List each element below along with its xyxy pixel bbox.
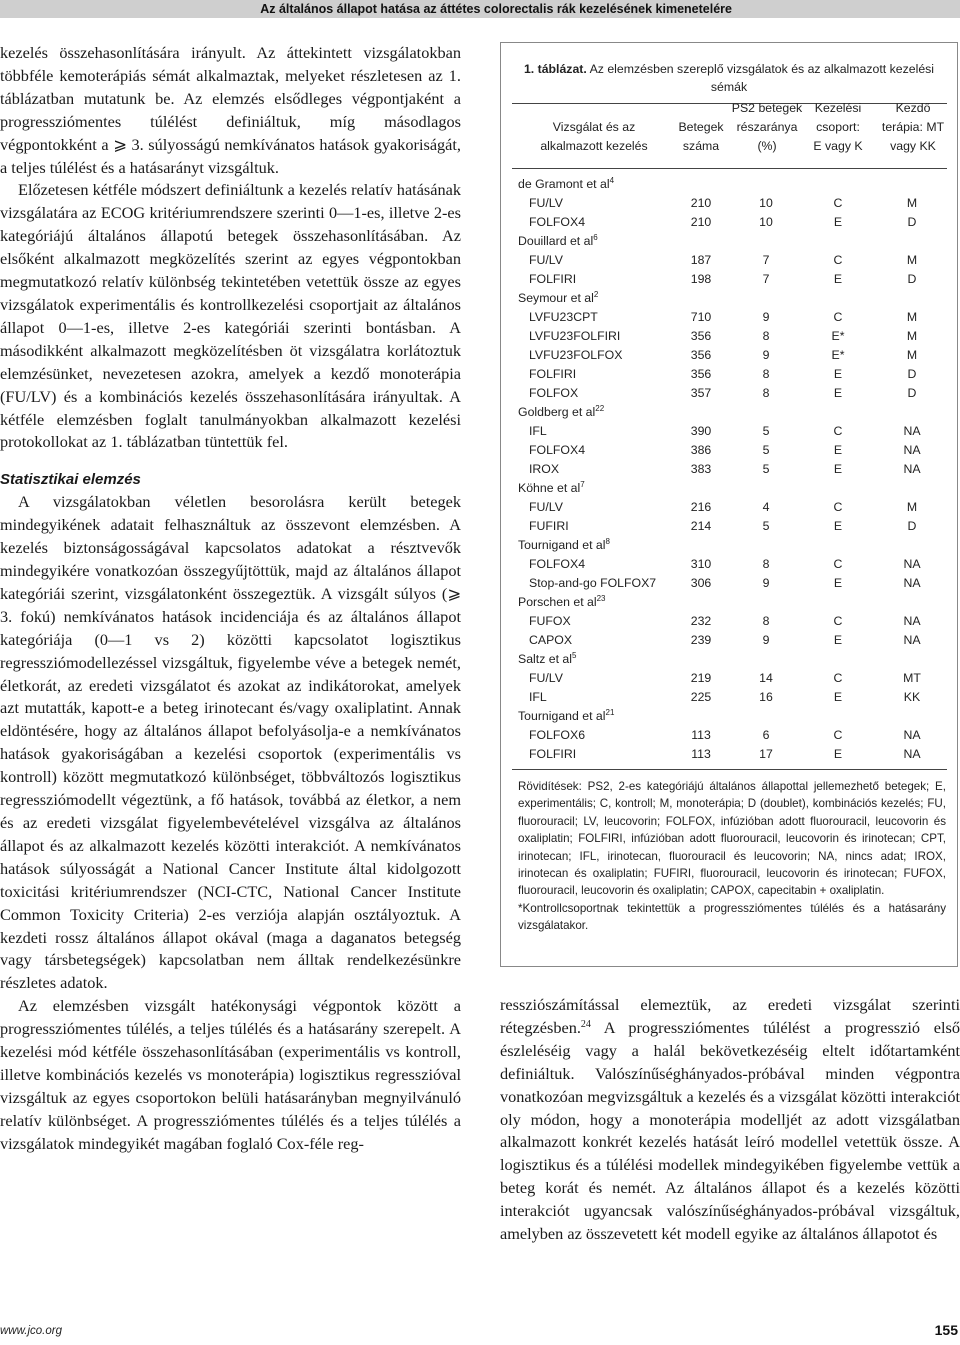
cell-patients: 113 [691, 728, 711, 742]
treatment-name: FU/LV [529, 671, 563, 685]
study-name: Köhne et al [518, 481, 581, 495]
cell-initial-therapy: M [906, 329, 918, 343]
cell-group: E* [831, 348, 845, 362]
cell-initial-therapy: M [906, 500, 918, 514]
cell-patients: 198 [690, 272, 712, 286]
study-ref: 8 [605, 537, 610, 546]
treatment-name: FOLFOX [529, 386, 579, 400]
treatment-name: Stop-and-go FOLFOX7 [529, 576, 657, 590]
study-label [518, 232, 598, 251]
cell-patients: 232 [690, 614, 712, 628]
cell-initial-therapy: NA [903, 576, 921, 590]
treatment-name: FU/LV [529, 253, 563, 267]
cell-patients: 356 [690, 367, 712, 381]
left-paragraph-4: Az elemzésben vizsgált hatékonysági végpontok között a progressziómentes túlélés, a teljes túlélés és a hatásarány szerepelt. A kezelési mód kétféle összehasonlításában (experimentális vs kontroll, illetve kombinációs kezelés vs monoterápia) logisztikus regresszióval vizsgáltuk az egyes csoportokon belüli hatásarányban megnyilvánuló relatív különbséget. A progressziómentes túlélés és a teljes túlélés a vizsgálatok mindegyikét magában foglaló Cox-féle reg- [0, 996, 461, 1153]
cell-patients: 306 [690, 576, 712, 590]
cell-ps2: 8 [762, 386, 770, 400]
table-caption-text: Az elemzésben szereplő vizsgálatok és az alkalmazott kezelési sémák [589, 62, 935, 94]
study-label [518, 479, 585, 498]
th-ps2-share: PS2 betegek részaránya (%) [731, 101, 803, 153]
treatment-name: FUFIRI [529, 519, 569, 533]
cell-group: C [833, 728, 843, 742]
table-row [501, 365, 959, 384]
th-study: Vizsgálat és az alkalmazott kezelés [540, 120, 648, 153]
table-row [501, 213, 959, 232]
study-label [518, 707, 614, 726]
cell-ps2: 10 [759, 215, 773, 229]
table-group-row [501, 175, 959, 194]
cell-patients: 187 [690, 253, 712, 267]
treatment-name: FOLFOX4 [529, 215, 586, 229]
treatment-name: FOLFOX6 [529, 728, 586, 742]
table-1 [500, 42, 958, 967]
footer-url: www.jco.org [0, 1325, 62, 1337]
cell-patients: 356 [690, 348, 712, 362]
cell-ps2: 6 [762, 728, 770, 742]
cell-patients: 219 [690, 671, 712, 685]
cell-ps2: 7 [762, 253, 770, 267]
cell-initial-therapy: NA [903, 462, 921, 476]
cell-ps2: 5 [762, 462, 770, 476]
cell-initial-therapy: NA [903, 424, 921, 438]
cell-group: E [833, 272, 843, 286]
cell-initial-therapy: NA [903, 614, 921, 628]
cell-initial-therapy: D [907, 386, 917, 400]
cell-ps2: 7 [762, 272, 770, 286]
cell-group: E [833, 633, 843, 647]
study-ref: 7 [580, 480, 585, 489]
cell-ps2: 5 [762, 424, 770, 438]
study-name: Tournigand et al [518, 538, 606, 552]
table-footnote: *Kontrollcsoportnak tekintettük a progressziómentes túlélés és a hatásarány vizsgálatakor. [518, 901, 946, 933]
cell-patients: 225 [690, 690, 712, 704]
cell-group: C [833, 310, 843, 324]
treatment-name: FOLFIRI [529, 747, 577, 761]
left-paragraph-3: A vizsgálatokban véletlen besorolásra került betegek mindegyikének adatait felhasználtuk az összevont elemzésben. A kezelés biztonságosságával kapcsolatos adatokat a résztvevők mindegyikére vonatkozóan összegyűjtöttük, majd az általános állapot kategóriái szerint, vizsgálatonként összegeztük. A vizsgált súlyos (⩾ 3. fokú) nemkívánatos hatások incidenciája és az általános állapot kategóriája (0—1 vs 2) közötti kapcsolatot logisztikus regressziómodellezéssel vizsgáltuk, figyelembe véve a betegek nemét, életkorát, az eredeti vizsgálatot és azokat az indikátorokat, amelyek azt mutatták, kapott-e a beteg irinotecant és/vagy oxaliplatint. Annak eldöntésére, hogy az általános állapot befolyásolja-e a nemkívánatos hatások gyakoriságában a kezelési csoportok (experimentális vs kontroll) között megmutatkozó különbséget, többváltozós logisztikus regressziómodellt végeztünk, a fő hatások, továbbá az életkor, a nem és az eredeti vizsgálat figyelembevételével vizsgálva az általános állapot és az alkalmazott kezelés közötti interakciót. A nemkívánatos hatások súlyosságát a National Cancer Institute által kidolgozott toxicitási kritériumrendszer (NCI-CTC, National Cancer Institute Common Toxicity Criteria) 2-es verziója alapján osztályoztuk. A kezdeti rossz általános állapot okával (maga a daganatos betegség vagy társbetegségek) kapcsolatban nem álltak rendelkezésünkre részletes adatok. [0, 492, 461, 993]
cell-initial-therapy: M [906, 348, 918, 362]
cell-ps2: 8 [762, 367, 770, 381]
cell-patients: 210 [690, 196, 712, 210]
table-row [501, 517, 959, 536]
treatment-name: IROX [529, 462, 560, 476]
cell-group: E* [831, 329, 845, 343]
treatment-name: CAPOX [529, 633, 573, 647]
cell-group: C [833, 424, 843, 438]
study-ref: 6 [593, 233, 598, 242]
table-row [501, 555, 959, 574]
cell-group: C [833, 557, 843, 571]
citation-ref: 24 [580, 1018, 591, 1030]
study-name: Porschen et al [518, 595, 597, 609]
cell-initial-therapy: M [906, 253, 918, 267]
table-group-row [501, 289, 959, 308]
running-header [0, 0, 960, 18]
page-number: 155 [934, 1322, 958, 1338]
cell-patients: 216 [690, 500, 712, 514]
table-caption-label: 1. táblázat. [523, 62, 587, 76]
cell-ps2: 5 [762, 443, 770, 457]
cell-patients: 310 [690, 557, 712, 571]
cell-initial-therapy: NA [903, 728, 921, 742]
cell-initial-therapy: MT [903, 671, 921, 685]
cell-group: E [833, 367, 843, 381]
cell-patients: 383 [690, 462, 712, 476]
cell-ps2: 9 [762, 633, 770, 647]
treatment-name: IFL [529, 424, 547, 438]
treatment-name: FUFOX [529, 614, 571, 628]
cell-ps2: 17 [759, 747, 773, 761]
cell-group: E [833, 747, 843, 761]
cell-patients: 239 [690, 633, 712, 647]
study-label [518, 403, 604, 422]
th-initial-therapy: Kezdő terápia: MT vagy KK [881, 101, 945, 153]
cell-ps2: 9 [762, 576, 770, 590]
study-name: Tournigand et al [518, 709, 606, 723]
cell-ps2: 16 [759, 690, 773, 704]
table-group-row [501, 479, 959, 498]
cell-ps2: 5 [762, 519, 770, 533]
cell-ps2: 14 [759, 671, 773, 685]
cell-ps2: 8 [762, 614, 770, 628]
left-paragraph-2: Előzetesen kétféle módszert definiáltunk a kezelés relatív hatásának vizsgálatára az ECOG kritériumrendszere szerinti 0—1-es, illetve 2-es kategóriájú általános állapotú betegek összehasonlításában. Az elsőként alkalmazott megközelítés szerint az egyes végpontokban megmutatkozó relatív különbség tekintetében vetettük össze az egyes vizsgálatok experimentális és kontrollkezelési csoportjait az általános állapot 0—1-es, illetve 2-es kategóriái szerinti bontásban. A másodikként alkalmazott megközelítésben öt vizsgálatra korlátoztuk elemzésünket, nevezetesen azokra, amelyek a kezdő monoterápia (FU/LV) és a kombinációs kezelés összehasonlítására irányultak. A kétféle elemzésben foglalt tanulmányokban alkalmazott kezelési protokollokat az 1. táblázatban tüntettük fel. [0, 180, 461, 452]
study-ref: 22 [595, 404, 605, 413]
cell-group: E [833, 443, 843, 457]
study-name: Seymour et al [518, 291, 594, 305]
cell-group: C [833, 500, 843, 514]
table-row [501, 327, 959, 346]
study-label [518, 536, 610, 555]
left-text-column [0, 42, 461, 1156]
table-group-row [501, 650, 959, 669]
section-heading-statistics: Statisztikai elemzés [0, 471, 141, 489]
study-ref: 21 [605, 708, 615, 717]
study-ref: 5 [572, 651, 577, 660]
table-row [501, 574, 959, 593]
study-name: Saltz et al [518, 652, 572, 666]
treatment-name: LVFU23CPT [529, 310, 598, 324]
table-abbreviations: Rövidítések: PS2, 2-es kategóriájú általános állapottal jellemezhető betegek; E, experimentális; C, kontroll; M, monoterápia; D (doublet), kombinációs kezelés; FU, fluorouracil; LV, leucovorin; FOLFOX, infúzióban adott fluorouracil, leucovorin és oxaliplatin; FOLFIRI, infúzióban adott fluorouracil, leucovorin és irinotecan; CPT, irinotecan; IFL, irinotecan, fluorouracil és leucovorin; NA, nincs adat; IROX, irinotecan és oxaliplatin; FUFIRI, fluorouracil, leucovorin és irinotecan; FUFOX, fluorouracil, leucovorin és oxaliplatin; CAPOX, capecitabin + oxaliplatin. [518, 780, 946, 898]
cell-initial-therapy: D [907, 367, 917, 381]
treatment-name: FU/LV [529, 500, 563, 514]
study-label [518, 175, 614, 194]
table-group-row [501, 232, 959, 251]
treatment-name: FOLFOX4 [529, 557, 586, 571]
table-header-rule [512, 168, 947, 169]
table-row [501, 441, 959, 460]
study-ref: 4 [609, 176, 615, 185]
cell-ps2: 9 [762, 310, 770, 324]
cell-group: E [833, 462, 843, 476]
cell-initial-therapy: NA [903, 747, 921, 761]
table-row [501, 612, 959, 631]
cell-initial-therapy: NA [903, 633, 921, 647]
cell-ps2: 9 [762, 348, 770, 362]
cell-patients: 386 [690, 443, 712, 457]
study-ref: 23 [596, 594, 606, 603]
cell-patients: 113 [691, 747, 711, 761]
th-patients: Betegek száma [678, 120, 724, 153]
table-bottom-rule [512, 769, 947, 770]
cell-initial-therapy: NA [903, 557, 921, 571]
table-row [501, 688, 959, 707]
table-group-row [501, 536, 959, 555]
table-row [501, 422, 959, 441]
cell-ps2: 8 [762, 329, 770, 343]
cell-group: C [833, 614, 843, 628]
table-group-row [501, 403, 959, 422]
table-row [501, 745, 959, 764]
table-row [501, 669, 959, 688]
cell-group: C [833, 253, 843, 267]
cell-group: E [833, 690, 843, 704]
cell-initial-therapy: M [906, 196, 918, 210]
study-label [518, 593, 606, 612]
treatment-name: FOLFIRI [529, 272, 577, 286]
study-name: Douillard et al [518, 234, 594, 248]
running-header-title: Az általános állapot hatása az áttétes colorectalis rák kezelésének kimenetelére [260, 2, 732, 16]
cell-ps2: 8 [762, 557, 770, 571]
cell-ps2: 10 [759, 196, 773, 210]
table-header [501, 101, 959, 161]
cell-patients: 210 [690, 215, 712, 229]
table-row [501, 346, 959, 365]
right-text-column [500, 994, 960, 1246]
table-row [501, 270, 959, 289]
cell-group: E [833, 576, 843, 590]
cell-group: C [833, 671, 843, 685]
table-row [501, 726, 959, 745]
cell-group: E [833, 386, 843, 400]
th-treatment-group: Kezelési csoport: E vagy K [813, 101, 863, 153]
cell-patients: 356 [690, 329, 712, 343]
cell-ps2: 4 [762, 500, 770, 514]
cell-initial-therapy: D [907, 519, 917, 533]
table-row [501, 384, 959, 403]
table-caption [501, 61, 957, 96]
treatment-name: FOLFOX4 [529, 443, 586, 457]
cell-group: E [833, 519, 843, 533]
treatment-name: FU/LV [529, 196, 563, 210]
cell-patients: 390 [690, 424, 712, 438]
table-group-row [501, 593, 959, 612]
left-paragraph-1: kezelés összehasonlítására irányult. Az áttekintett vizsgálatokban többféle kemoterápiás sémát alkalmaztak, melyeket részletesen az 1. táblázatban mutatunk be. Az elemzés elsődleges végpontjaként a progressziómentes túlélést definiáltuk, míg másodlagos végpontokként a ⩾ 3. súlyosságú nemkívánatos hatások gyakoriságát, a teljes túlélést és a hatásarányt vizsgáltuk. [0, 43, 461, 177]
table-row [501, 631, 959, 650]
study-label [518, 650, 576, 669]
table-row [501, 308, 959, 327]
treatment-name: LVFU23FOLFOX [529, 348, 623, 362]
table-row [501, 498, 959, 517]
study-label [518, 289, 598, 308]
cell-initial-therapy: D [907, 215, 917, 229]
cell-initial-therapy: KK [903, 690, 921, 704]
cell-patients: 357 [690, 386, 712, 400]
table-row [501, 251, 959, 270]
treatment-name: IFL [529, 690, 547, 704]
study-name: Goldberg et al [518, 405, 596, 419]
study-ref: 2 [593, 290, 599, 299]
table-group-row [501, 707, 959, 726]
cell-group: E [833, 215, 843, 229]
cell-patients: 710 [690, 310, 712, 324]
cell-patients: 214 [690, 519, 712, 533]
cell-initial-therapy: NA [903, 443, 921, 457]
study-name: de Gramont et al [518, 177, 610, 191]
cell-initial-therapy: D [907, 272, 917, 286]
table-notes [518, 778, 946, 935]
right-paragraph-1: ressziószámítással elemeztük, az eredeti vizsgálat szerinti rétegzésben.$^{24}$ A progressziómentes túlélést a progresszió első észleléséig vagy a halál bekövetkezéséig eltelt időtartamként definiáltuk. Valószínűséghányados-próbával minden végpontra vonatkozóan megvizsgáltuk a kezelés és a vizsgálat közötti interakciót oly módon, hogy a monoterápia modelljét az adott vizsgálatban alkalmazott konkrét kezelés hatását leíró modellel vetettük össze. A logisztikus és a túlélési modellek mindegyikében figyelembe vettük a beteg korát és nemét. Az általános állapot és a kezelés közötti interakciót ugyancsak valószínűséghányados-próbával vizsgáltuk, amelyben az összevetett két modell egyike az általános állapotot és [500, 995, 960, 1244]
table-row [501, 194, 959, 213]
treatment-name: FOLFIRI [529, 367, 577, 381]
cell-group: C [833, 196, 843, 210]
table-row [501, 460, 959, 479]
treatment-name: LVFU23FOLFIRI [529, 329, 621, 343]
cell-initial-therapy: M [906, 310, 918, 324]
